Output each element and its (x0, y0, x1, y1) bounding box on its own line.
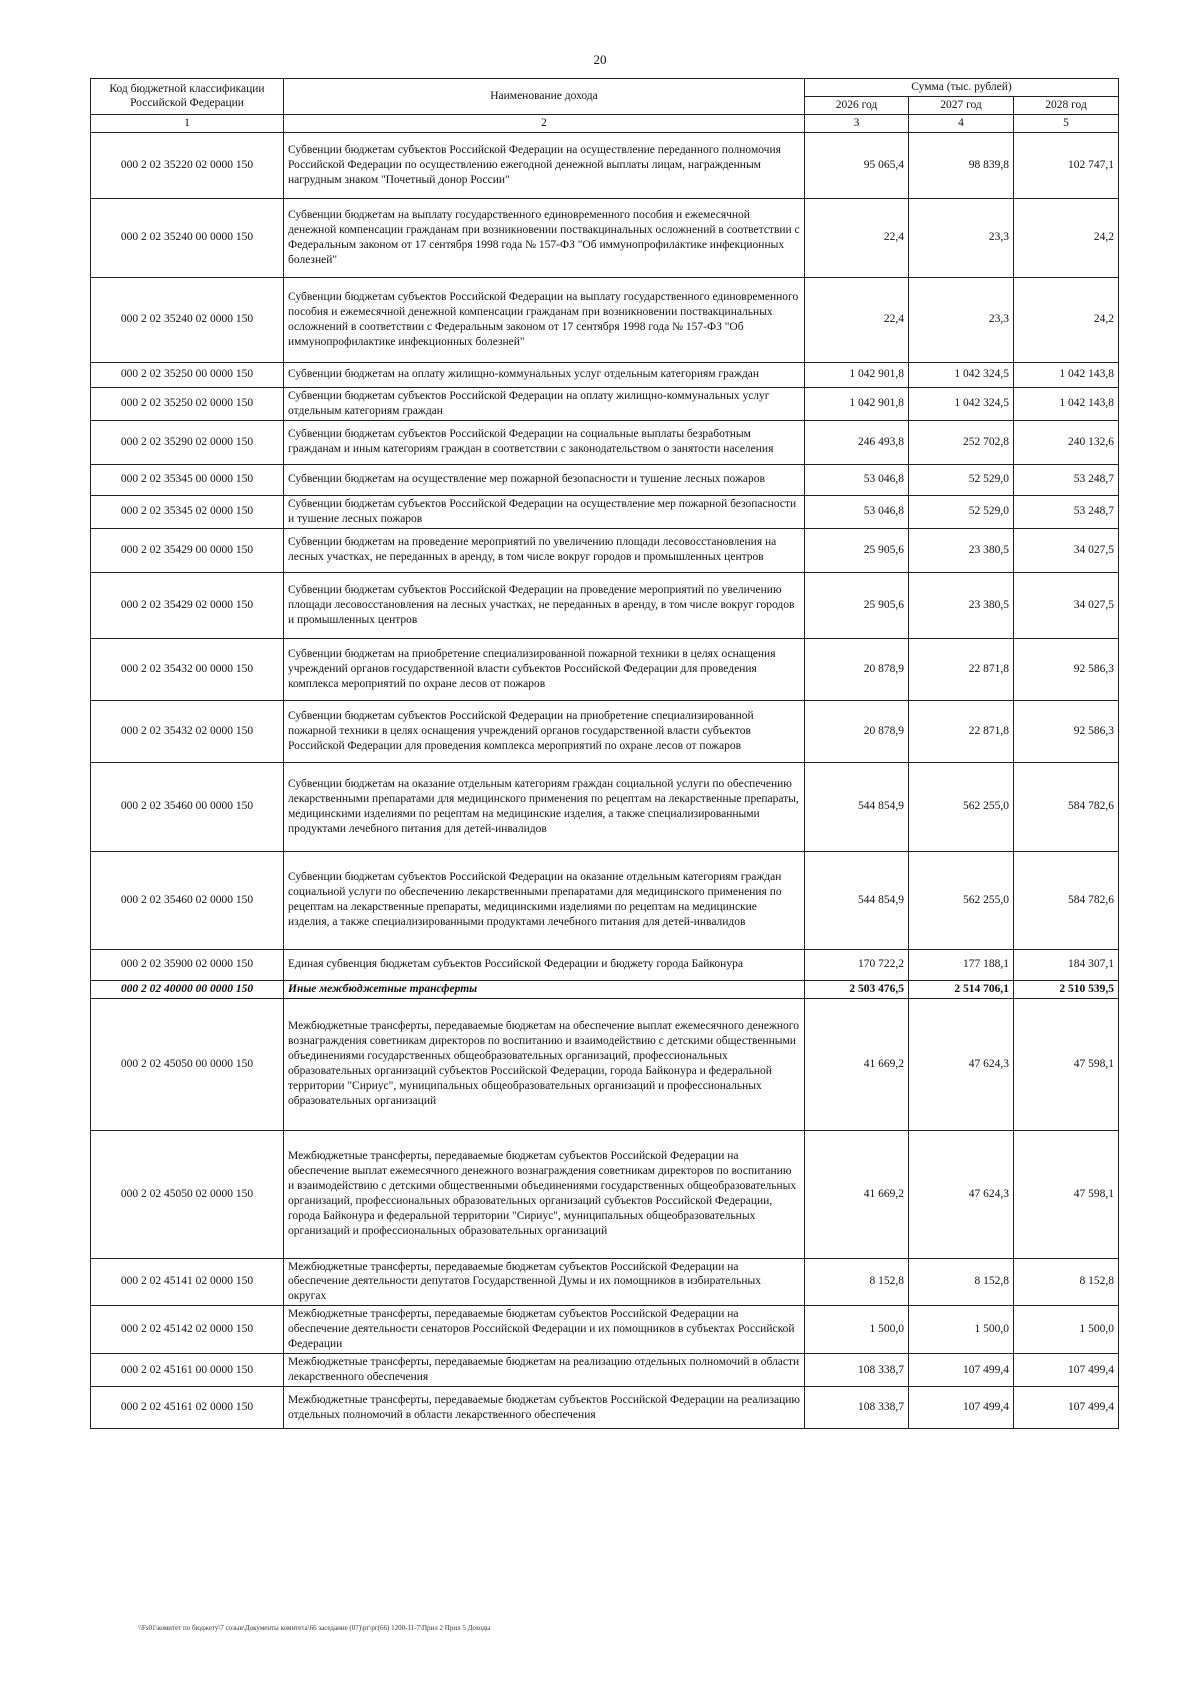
revenue-name-cell: Субвенции бюджетам на оказание отдельным категориям граждан социальной услуги по обеспечению лекарственными препаратами для медицинского применения по рецептам на лекарственные препараты, медицинскими изделиями по рецептам на медицинские изделия, а также специализированными продуктами лечебного питания для детей-инвалидов (284, 762, 805, 851)
amount-2027-cell: 52 529,0 (909, 495, 1014, 528)
amount-2028-cell: 92 586,3 (1014, 700, 1119, 762)
table-row (91, 572, 1119, 638)
amount-2026-cell: 20 878,9 (805, 700, 909, 762)
amount-2028-cell: 584 782,6 (1014, 762, 1119, 851)
amount-2028-cell: 34 027,5 (1014, 572, 1119, 638)
table-row (91, 132, 1119, 198)
amount-2026-cell: 22,4 (805, 277, 909, 362)
amount-2027-cell: 2 514 706,1 (909, 980, 1014, 998)
budget-code-cell: 000 2 02 45161 02 0000 150 (91, 1387, 284, 1429)
budget-code-cell: 000 2 02 45141 02 0000 150 (91, 1258, 284, 1306)
amount-2026-cell: 41 669,2 (805, 998, 909, 1130)
table-row (91, 1130, 1119, 1258)
table-row (91, 762, 1119, 851)
revenue-name-cell: Межбюджетные трансферты, передаваемые бюджетам субъектов Российской Федерации на обеспечение деятельности сенаторов Российской Федерации и их помощников в субъектах Российской Федерации (284, 1306, 805, 1354)
amount-2027-cell: 23,3 (909, 198, 1014, 277)
amount-2028-cell: 102 747,1 (1014, 132, 1119, 198)
budget-code-cell: 000 2 02 35220 02 0000 150 (91, 132, 284, 198)
amount-2026-cell: 53 046,8 (805, 464, 909, 495)
revenue-name-cell: Единая субвенция бюджетам субъектов Российской Федерации и бюджету города Байконура (284, 949, 805, 980)
table-row (91, 277, 1119, 362)
amount-2026-cell: 53 046,8 (805, 495, 909, 528)
amount-2027-cell: 562 255,0 (909, 851, 1014, 949)
amount-2027-cell: 1 500,0 (909, 1306, 1014, 1354)
amount-2028-cell: 2 510 539,5 (1014, 980, 1119, 998)
budget-code-cell: 000 2 02 35460 00 0000 150 (91, 762, 284, 851)
amount-2028-cell: 240 132,6 (1014, 420, 1119, 464)
revenue-name-cell: Межбюджетные трансферты, передаваемые бюджетам на обеспечение выплат ежемесячного денежного вознаграждения советникам директоров по воспитанию и взаимодействию с детскими общественными объединениями государственных общеобразовательных организаций, профессиональных образовательных организаций субъектов Российской Федерации, города Байконура и федеральной территории "Сириус", муниципальных общеобразовательных организаций и профессиональных образовательных организаций (284, 998, 805, 1130)
amount-2028-cell: 584 782,6 (1014, 851, 1119, 949)
table-row (91, 464, 1119, 495)
budget-code-cell: 000 2 02 35432 02 0000 150 (91, 700, 284, 762)
amount-2028-cell: 34 027,5 (1014, 528, 1119, 572)
budget-revenue-table (90, 78, 1119, 1429)
amount-2026-cell: 246 493,8 (805, 420, 909, 464)
page-number: 20 (593, 52, 607, 67)
budget-code-cell: 000 2 02 35460 02 0000 150 (91, 851, 284, 949)
amount-2027-cell: 562 255,0 (909, 762, 1014, 851)
amount-2026-cell: 22,4 (805, 198, 909, 277)
revenue-name-cell: Субвенции бюджетам на выплату государственного единовременного пособия и ежемесячной денежной компенсации гражданам при возникновении поствакцинальных осложнений в соответствии с Федеральным законом от 17 сентября 1998 года № 157-ФЗ "Об иммунопрофилактике инфекционных болезней" (284, 198, 805, 277)
budget-code-cell: 000 2 02 35290 02 0000 150 (91, 420, 284, 464)
amount-2027-cell: 22 871,8 (909, 638, 1014, 700)
budget-code-cell: 000 2 02 35345 02 0000 150 (91, 495, 284, 528)
table-row (91, 1387, 1119, 1429)
revenue-name-cell: Субвенции бюджетам субъектов Российской Федерации на проведение мероприятий по увеличению площади лесовосстановления на лесных участках, не переданных в аренду, в том числе вокруг городов и промышленных центров (284, 572, 805, 638)
amount-2028-cell: 53 248,7 (1014, 464, 1119, 495)
amount-2028-cell: 107 499,4 (1014, 1387, 1119, 1429)
budget-code-cell: 000 2 02 45050 02 0000 150 (91, 1130, 284, 1258)
revenue-name-cell: Субвенции бюджетам субъектов Российской Федерации на оказание отдельным категориям граждан социальной услуги по обеспечению лекарственными препаратами для медицинского применения по рецептам на лекарственные препараты, медицинскими изделиями по рецептам на медицинские изделия, а также специализированными продуктами лечебного питания для детей-инвалидов (284, 851, 805, 949)
amount-2027-cell: 23,3 (909, 277, 1014, 362)
amount-2028-cell: 107 499,4 (1014, 1354, 1119, 1387)
table-header-row (91, 79, 1119, 97)
table-row (91, 980, 1119, 998)
amount-2026-cell: 20 878,9 (805, 638, 909, 700)
column-number: 4 (909, 114, 1014, 132)
table-row (91, 387, 1119, 420)
amount-2027-cell: 1 042 324,5 (909, 387, 1014, 420)
table-column-numbers-row (91, 114, 1119, 132)
amount-2026-cell: 544 854,9 (805, 851, 909, 949)
column-number: 3 (805, 114, 909, 132)
revenue-name-cell: Субвенции бюджетам субъектов Российской Федерации на выплату государственного единовременного пособия и ежемесячной денежной компенсации гражданам при возникновении поствакцинальных осложнений в соответствии с Федеральным законом от 17 сентября 1998 года № 157-ФЗ "Об иммунопрофилактике инфекционных болезней" (284, 277, 805, 362)
revenue-name-cell: Субвенции бюджетам на проведение мероприятий по увеличению площади лесовосстановления на лесных участках, не переданных в аренду, в том числе вокруг городов и промышленных центров (284, 528, 805, 572)
budget-code-cell: 000 2 02 35240 02 0000 150 (91, 277, 284, 362)
table-row (91, 851, 1119, 949)
header-year-2028: 2028 год (1014, 96, 1119, 114)
revenue-name-cell: Субвенции бюджетам субъектов Российской Федерации на осуществление переданного полномочия Российской Федерации по осуществлению ежегодной денежной выплаты лицам, награжденным нагрудным знаком "Почетный донор России" (284, 132, 805, 198)
amount-2027-cell: 22 871,8 (909, 700, 1014, 762)
amount-2027-cell: 177 188,1 (909, 949, 1014, 980)
budget-code-cell: 000 2 02 35900 02 0000 150 (91, 949, 284, 980)
footer-file-path: \\Fs01\комитет по бюджету\7 созыв\Документы комитета\66 заседание (07)\рг\рг(66) 1200-11-7\Прил 2 Прил 5 Доходы (138, 1624, 491, 1632)
amount-2026-cell: 170 722,2 (805, 949, 909, 980)
amount-2028-cell: 1 500,0 (1014, 1306, 1119, 1354)
revenue-name-cell: Субвенции бюджетам субъектов Российской Федерации на социальные выплаты безработным гражданам и иным категориям граждан в соответствии с законодательством о занятости населения (284, 420, 805, 464)
header-year-2027: 2027 год (909, 96, 1014, 114)
amount-2028-cell: 184 307,1 (1014, 949, 1119, 980)
column-number: 5 (1014, 114, 1119, 132)
amount-2027-cell: 252 702,8 (909, 420, 1014, 464)
column-number: 2 (284, 114, 805, 132)
revenue-name-cell: Субвенции бюджетам на осуществление мер пожарной безопасности и тушение лесных пожаров (284, 464, 805, 495)
amount-2027-cell: 98 839,8 (909, 132, 1014, 198)
amount-2027-cell: 23 380,5 (909, 572, 1014, 638)
revenue-name-cell: Межбюджетные трансферты, передаваемые бюджетам на реализацию отдельных полномочий в области лекарственного обеспечения (284, 1354, 805, 1387)
budget-code-cell: 000 2 02 35345 00 0000 150 (91, 464, 284, 495)
table-row (91, 528, 1119, 572)
amount-2026-cell: 8 152,8 (805, 1258, 909, 1306)
table-row (91, 198, 1119, 277)
revenue-name-cell: Субвенции бюджетам субъектов Российской Федерации на приобретение специализированной пожарной техники в целях оснащения учреждений органов государственной власти субъектов Российской Федерации для проведения комплекса мероприятий по охране лесов от пожаров (284, 700, 805, 762)
amount-2026-cell: 1 500,0 (805, 1306, 909, 1354)
amount-2027-cell: 47 624,3 (909, 1130, 1014, 1258)
table-row (91, 1306, 1119, 1354)
amount-2028-cell: 53 248,7 (1014, 495, 1119, 528)
column-number: 1 (91, 114, 284, 132)
revenue-name-cell: Субвенции бюджетам на оплату жилищно-коммунальных услуг отдельным категориям граждан (284, 362, 805, 387)
amount-2028-cell: 92 586,3 (1014, 638, 1119, 700)
budget-code-cell: 000 2 02 35432 00 0000 150 (91, 638, 284, 700)
amount-2028-cell: 47 598,1 (1014, 998, 1119, 1130)
budget-code-cell: 000 2 02 35429 02 0000 150 (91, 572, 284, 638)
budget-code-cell: 000 2 02 45161 00 0000 150 (91, 1354, 284, 1387)
amount-2027-cell: 1 042 324,5 (909, 362, 1014, 387)
table-row (91, 700, 1119, 762)
budget-code-cell: 000 2 02 40000 00 0000 150 (91, 980, 284, 998)
amount-2026-cell: 25 905,6 (805, 528, 909, 572)
amount-2026-cell: 2 503 476,5 (805, 980, 909, 998)
table-body (91, 132, 1119, 1428)
table-row (91, 638, 1119, 700)
amount-2028-cell: 47 598,1 (1014, 1130, 1119, 1258)
budget-code-cell: 000 2 02 35429 00 0000 150 (91, 528, 284, 572)
revenue-name-cell: Субвенции бюджетам субъектов Российской Федерации на осуществление мер пожарной безопасности и тушение лесных пожаров (284, 495, 805, 528)
table-row (91, 998, 1119, 1130)
budget-code-cell: 000 2 02 35250 00 0000 150 (91, 362, 284, 387)
amount-2028-cell: 1 042 143,8 (1014, 387, 1119, 420)
revenue-name-cell: Межбюджетные трансферты, передаваемые бюджетам субъектов Российской Федерации на реализацию отдельных полномочий в области лекарственного обеспечения (284, 1387, 805, 1429)
amount-2026-cell: 25 905,6 (805, 572, 909, 638)
amount-2027-cell: 8 152,8 (909, 1258, 1014, 1306)
amount-2027-cell: 107 499,4 (909, 1387, 1014, 1429)
amount-2028-cell: 1 042 143,8 (1014, 362, 1119, 387)
amount-2026-cell: 108 338,7 (805, 1354, 909, 1387)
amount-2027-cell: 23 380,5 (909, 528, 1014, 572)
amount-2027-cell: 107 499,4 (909, 1354, 1014, 1387)
amount-2027-cell: 52 529,0 (909, 464, 1014, 495)
amount-2026-cell: 1 042 901,8 (805, 362, 909, 387)
amount-2026-cell: 95 065,4 (805, 132, 909, 198)
amount-2028-cell: 24,2 (1014, 198, 1119, 277)
amount-2028-cell: 24,2 (1014, 277, 1119, 362)
budget-code-cell: 000 2 02 35250 02 0000 150 (91, 387, 284, 420)
header-code: Код бюджетной классификации Российской Федерации (91, 79, 284, 115)
revenue-name-cell: Иные межбюджетные трансферты (284, 980, 805, 998)
revenue-name-cell: Межбюджетные трансферты, передаваемые бюджетам субъектов Российской Федерации на обеспечение деятельности депутатов Государственной Думы и их помощников в избирательных округах (284, 1258, 805, 1306)
budget-code-cell: 000 2 02 35240 00 0000 150 (91, 198, 284, 277)
header-sum: Сумма (тыс. рублей) (805, 79, 1119, 97)
header-year-2026: 2026 год (805, 96, 909, 114)
amount-2026-cell: 108 338,7 (805, 1387, 909, 1429)
amount-2026-cell: 544 854,9 (805, 762, 909, 851)
table-row (91, 362, 1119, 387)
table-row (91, 949, 1119, 980)
revenue-name-cell: Субвенции бюджетам субъектов Российской Федерации на оплату жилищно-коммунальных услуг отдельным категориям граждан (284, 387, 805, 420)
amount-2028-cell: 8 152,8 (1014, 1258, 1119, 1306)
budget-code-cell: 000 2 02 45050 00 0000 150 (91, 998, 284, 1130)
amount-2027-cell: 47 624,3 (909, 998, 1014, 1130)
table-row (91, 420, 1119, 464)
header-name: Наименование дохода (284, 79, 805, 115)
table-row (91, 1258, 1119, 1306)
table-row (91, 495, 1119, 528)
amount-2026-cell: 1 042 901,8 (805, 387, 909, 420)
revenue-name-cell: Субвенции бюджетам на приобретение специализированной пожарной техники в целях оснащения учреждений органов государственной власти субъектов Российской Федерации для проведения комплекса мероприятий по охране лесов от пожаров (284, 638, 805, 700)
budget-code-cell: 000 2 02 45142 02 0000 150 (91, 1306, 284, 1354)
amount-2026-cell: 41 669,2 (805, 1130, 909, 1258)
table-row (91, 1354, 1119, 1387)
revenue-name-cell: Межбюджетные трансферты, передаваемые бюджетам субъектов Российской Федерации на обеспечение выплат ежемесячного денежного вознаграждения советникам директоров по воспитанию и взаимодействию с детскими общественными объединениями государственных общеобразовательных организаций, профессиональных образовательных организаций субъектов Российской Федерации, города Байконура и федеральной территории "Сириус", муниципальных общеобразовательных организаций и профессиональных образовательных организаций (284, 1130, 805, 1258)
